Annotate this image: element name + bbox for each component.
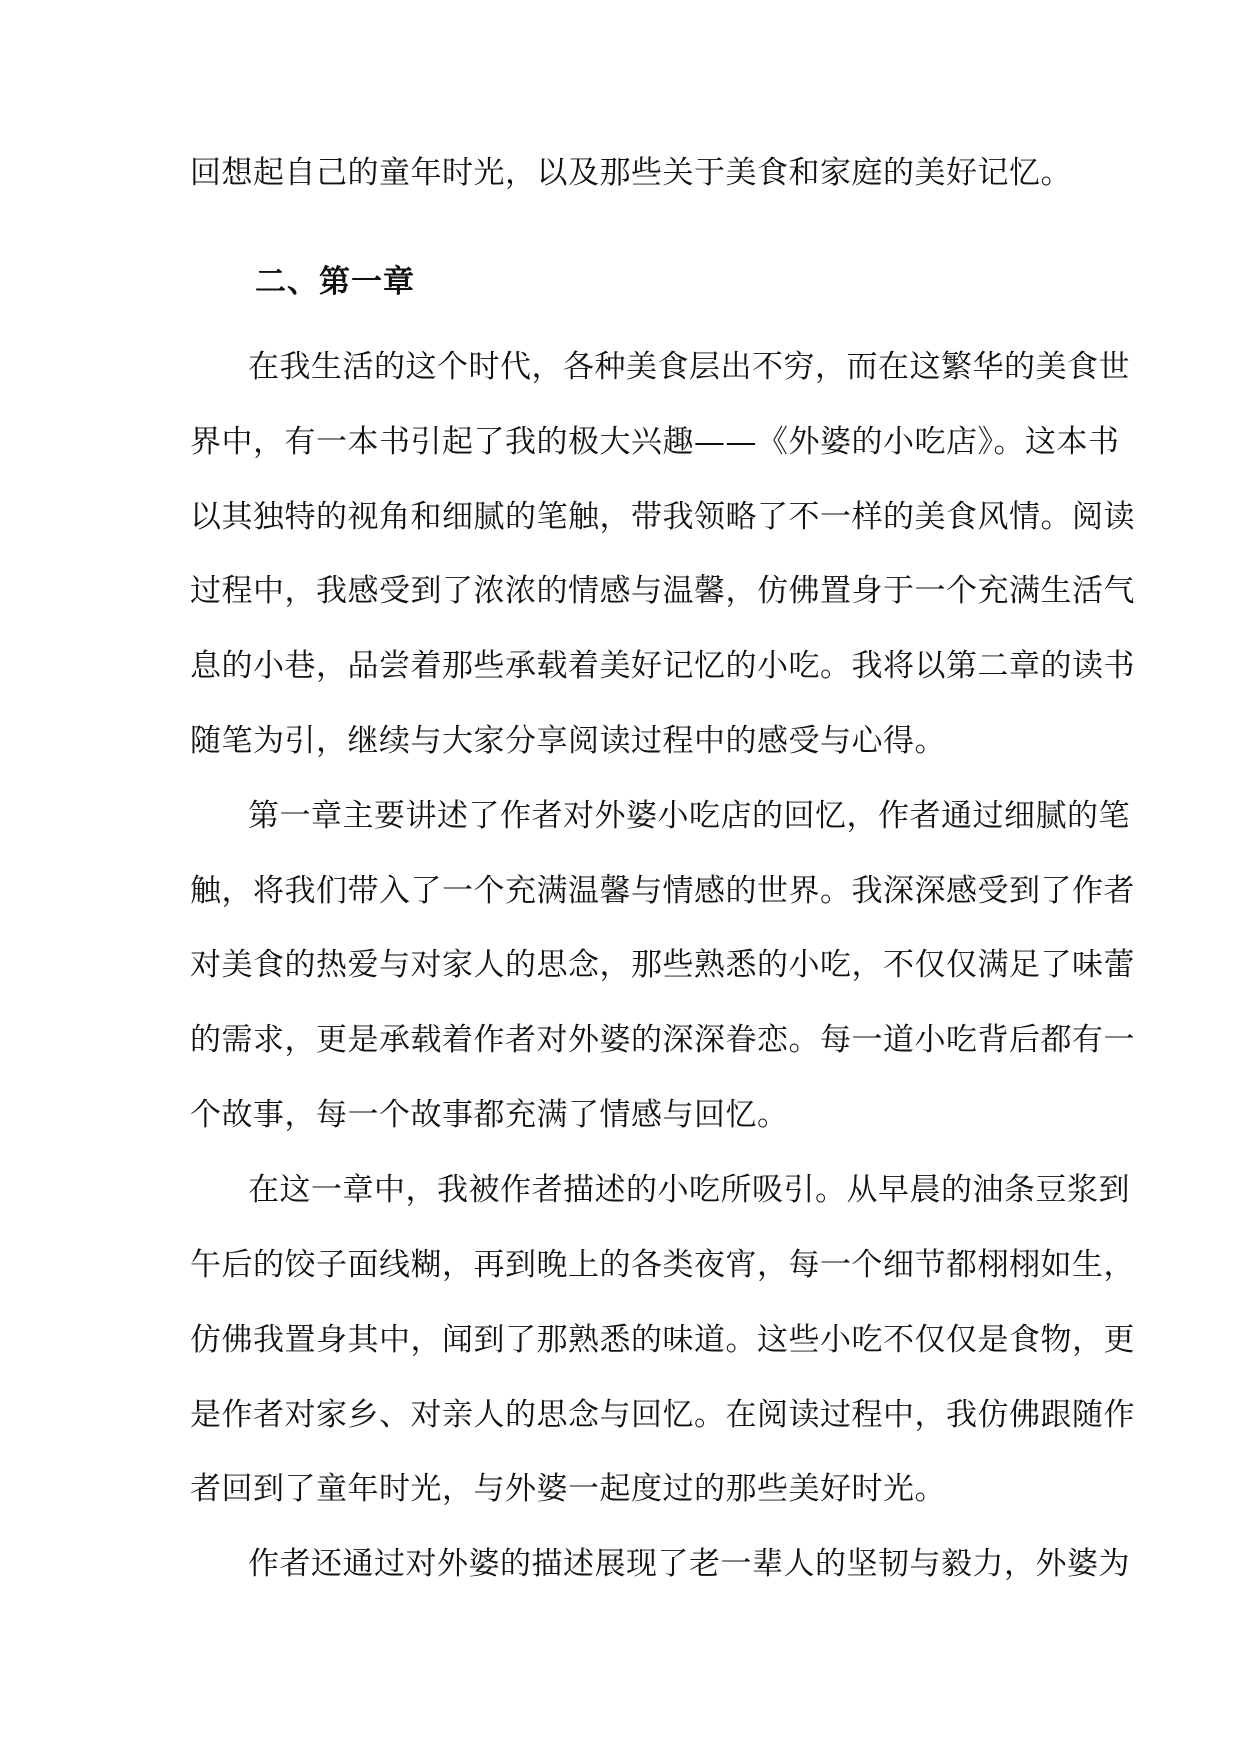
paragraph-1-line-4: 过程中，我感受到了浓浓的情感与温馨，仿佛置身于一个充满生活气 — [190, 573, 1135, 609]
paragraph-3-line-2: 午后的饺子面线糊，再到晚上的各类夜宵，每一个细节都栩栩如生， — [190, 1247, 1135, 1283]
paragraph-2-line-4: 的需求，更是承载着作者对外婆的深深眷恋。每一道小吃背后都有一 — [190, 1022, 1135, 1058]
paragraph-1-line-2: 界中，有一本书引起了我的极大兴趣——《外婆的小吃店》。这本书 — [190, 424, 1120, 460]
paragraph-2-line-3: 对美食的热爱与对家人的思念，那些熟悉的小吃，不仅仅满足了味蕾 — [190, 947, 1135, 983]
paragraph-2-line-2: 触，将我们带入了一个充满温馨与情感的世界。我深深感受到了作者 — [190, 873, 1135, 909]
paragraph-1-line-5: 息的小巷，品尝着那些承载着美好记忆的小吃。我将以第二章的读书 — [190, 648, 1135, 684]
paragraph-1-line-6: 随笔为引，继续与大家分享阅读过程中的感受与心得。 — [190, 723, 946, 759]
paragraph-3-line-4: 是作者对家乡、对亲人的思念与回忆。在阅读过程中，我仿佛跟随作 — [190, 1397, 1135, 1433]
paragraph-3-line-5: 者回到了童年时光，与外婆一起度过的那些美好时光。 — [190, 1471, 946, 1507]
section-heading: 二、第一章 — [255, 264, 415, 300]
paragraph-1-line-3: 以其独特的视角和细腻的笔触，带我领略了不一样的美食风情。阅读 — [190, 499, 1135, 535]
paragraph-2-line-5: 个故事，每一个故事都充满了情感与回忆。 — [190, 1097, 789, 1133]
paragraph-3-line-1: 在这一章中，我被作者描述的小吃所吸引。从早晨的油条豆浆到 — [248, 1172, 1130, 1208]
paragraph-2-line-1: 第一章主要讲述了作者对外婆小吃店的回忆，作者通过细腻的笔 — [248, 798, 1130, 834]
intro-line: 回想起自己的童年时光，以及那些关于美食和家庭的美好记忆。 — [190, 155, 1072, 191]
paragraph-3-line-3: 仿佛我置身其中，闻到了那熟悉的味道。这些小吃不仅仅是食物，更 — [190, 1322, 1135, 1358]
paragraph-4-line-1: 作者还通过对外婆的描述展现了老一辈人的坚韧与毅力，外婆为 — [248, 1546, 1130, 1582]
paragraph-1-line-1: 在我生活的这个时代，各种美食层出不穷，而在这繁华的美食世 — [248, 349, 1130, 385]
